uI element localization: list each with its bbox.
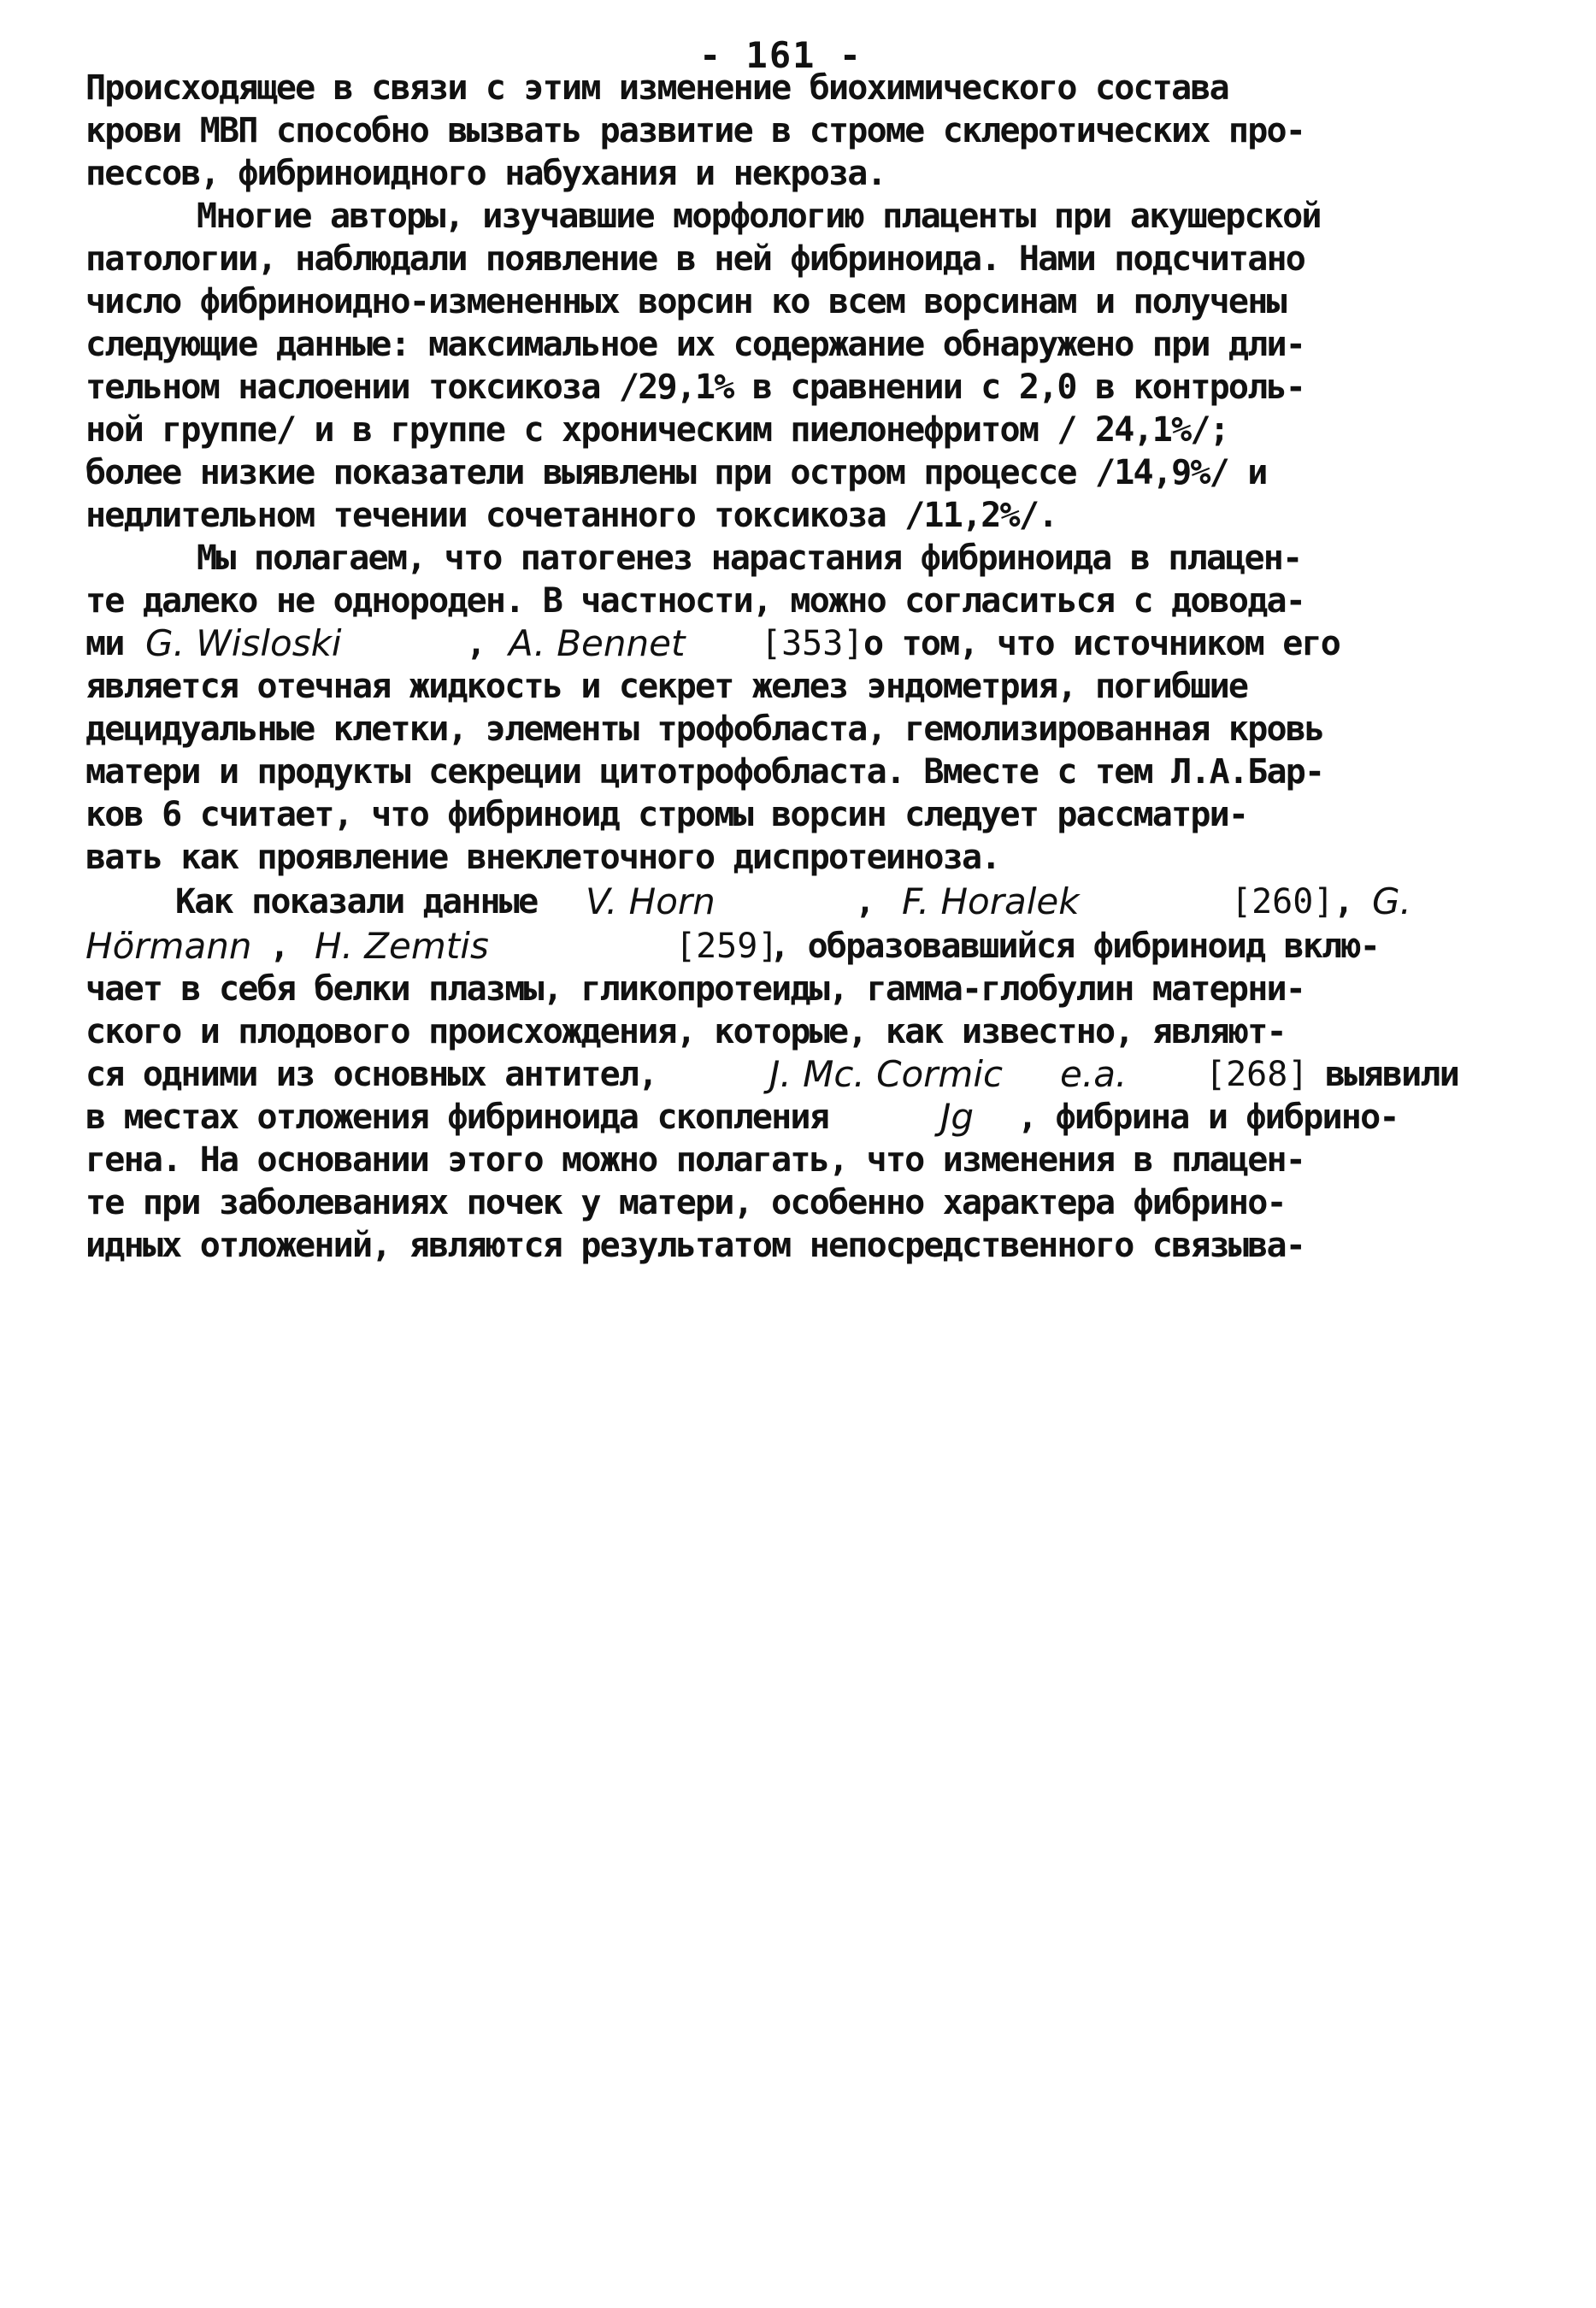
text-segment: ся одними из основных антител,: [85, 1055, 657, 1094]
citation-ref: [353]: [761, 624, 864, 663]
text-line: гена. На основании этого можно полагать, что изменения в плацен-: [85, 1140, 1305, 1180]
author-name: G.: [1372, 880, 1411, 922]
text-line: недлительном течении сочетанного токсикоза /11,2%/.: [85, 496, 1057, 535]
text-segment: в местах отложения фибриноида скопления: [85, 1098, 828, 1137]
text-line: те при заболеваниях почек у матери, особенно характера фибрино-: [85, 1183, 1286, 1222]
text-segment: ,: [466, 624, 486, 663]
text-line: следующие данные: максимальное их содержание обнаружено при дли-: [85, 325, 1305, 364]
text-line: более низкие показатели выявлены при остром процессе /14,9%/ и: [85, 453, 1267, 492]
page-number: - 161 -: [698, 34, 863, 76]
text-segment: , фибрина и фибрино-: [1017, 1098, 1399, 1137]
text-line: Мы полагаем, что патогенез нарастания фибриноида в плацен-: [197, 539, 1302, 578]
text-line: децидуальные клетки, элементы трофобласта, гемолизированная кровь: [85, 709, 1324, 749]
text-segment: e.a.: [1060, 1053, 1128, 1095]
author-name: H. Zemtis: [315, 925, 489, 967]
text-line: Происходящее в связи с этим изменение биохимического состава: [85, 68, 1228, 108]
text-segment: , образовавшийся фибриноид вклю-: [769, 927, 1380, 966]
author-name: J. Mc. Cormic: [769, 1053, 1004, 1095]
text-line: вать как проявление внеклеточного диспротеиноза.: [85, 838, 1000, 877]
text-line: идных отложений, являются результатом непосредственного связыва-: [85, 1226, 1305, 1265]
citation-ref: [259]: [675, 927, 779, 966]
immunoglobulin-symbol: Jg: [940, 1096, 975, 1138]
text-line: патологии, наблюдали появление в ней фибриноида. Нами подсчитано: [85, 239, 1305, 279]
text-line: Многие авторы, изучавшие морфологию плаценты при акушерской: [197, 197, 1321, 236]
text-line: те далеко не однороден. В частности, можно согласиться с довода-: [85, 581, 1305, 621]
text-segment: ,: [1334, 882, 1353, 921]
author-name: G. Wisloski: [145, 622, 342, 664]
text-line: крови МВП способно вызвать развитие в строме склеротических про-: [85, 111, 1305, 150]
text-line: ной группе/ и в группе с хроническим пиелонефритом / 24,1%/;: [85, 410, 1228, 450]
text-line: ков 6 считает, что фибриноид стромы ворсин следует рассматри-: [85, 795, 1248, 834]
author-name: V. Horn: [586, 880, 716, 922]
text-line: число фибриноидно-измененных ворсин ко всем ворсинам и получены: [85, 282, 1286, 321]
text-line: ского и плодового происхождения, которые, как известно, являют-: [85, 1012, 1286, 1051]
text-segment: выявили: [1325, 1055, 1458, 1094]
text-line: тельном наслоении токсикоза /29,1% в сравнении с 2,0 в контроль-: [85, 368, 1305, 407]
author-name: F. Horalek: [902, 880, 1080, 922]
citation-ref: [268]: [1205, 1055, 1309, 1094]
text-line: пессов, фибриноидного набухания и некроза.: [85, 154, 886, 193]
author-name: A. Bennet: [509, 622, 686, 664]
text-line: матери и продукты секреции цитотрофобласта. Вместе с тем Л.А.Бар-: [85, 752, 1324, 792]
text-segment: о том, что источником его: [863, 624, 1340, 663]
text-segment: ми: [85, 624, 124, 663]
text-line: чает в себя белки плазмы, гликопротеиды, гамма-глобулин матерни-: [85, 969, 1305, 1009]
author-name: Hörmann: [85, 925, 252, 967]
text-segment: Как показали данные: [175, 882, 538, 921]
citation-ref: [260]: [1231, 882, 1334, 921]
text-segment: ,: [269, 927, 289, 966]
text-line: является отечная жидкость и секрет желез эндометрия, погибшие: [85, 667, 1248, 706]
text-segment: ,: [855, 882, 875, 921]
